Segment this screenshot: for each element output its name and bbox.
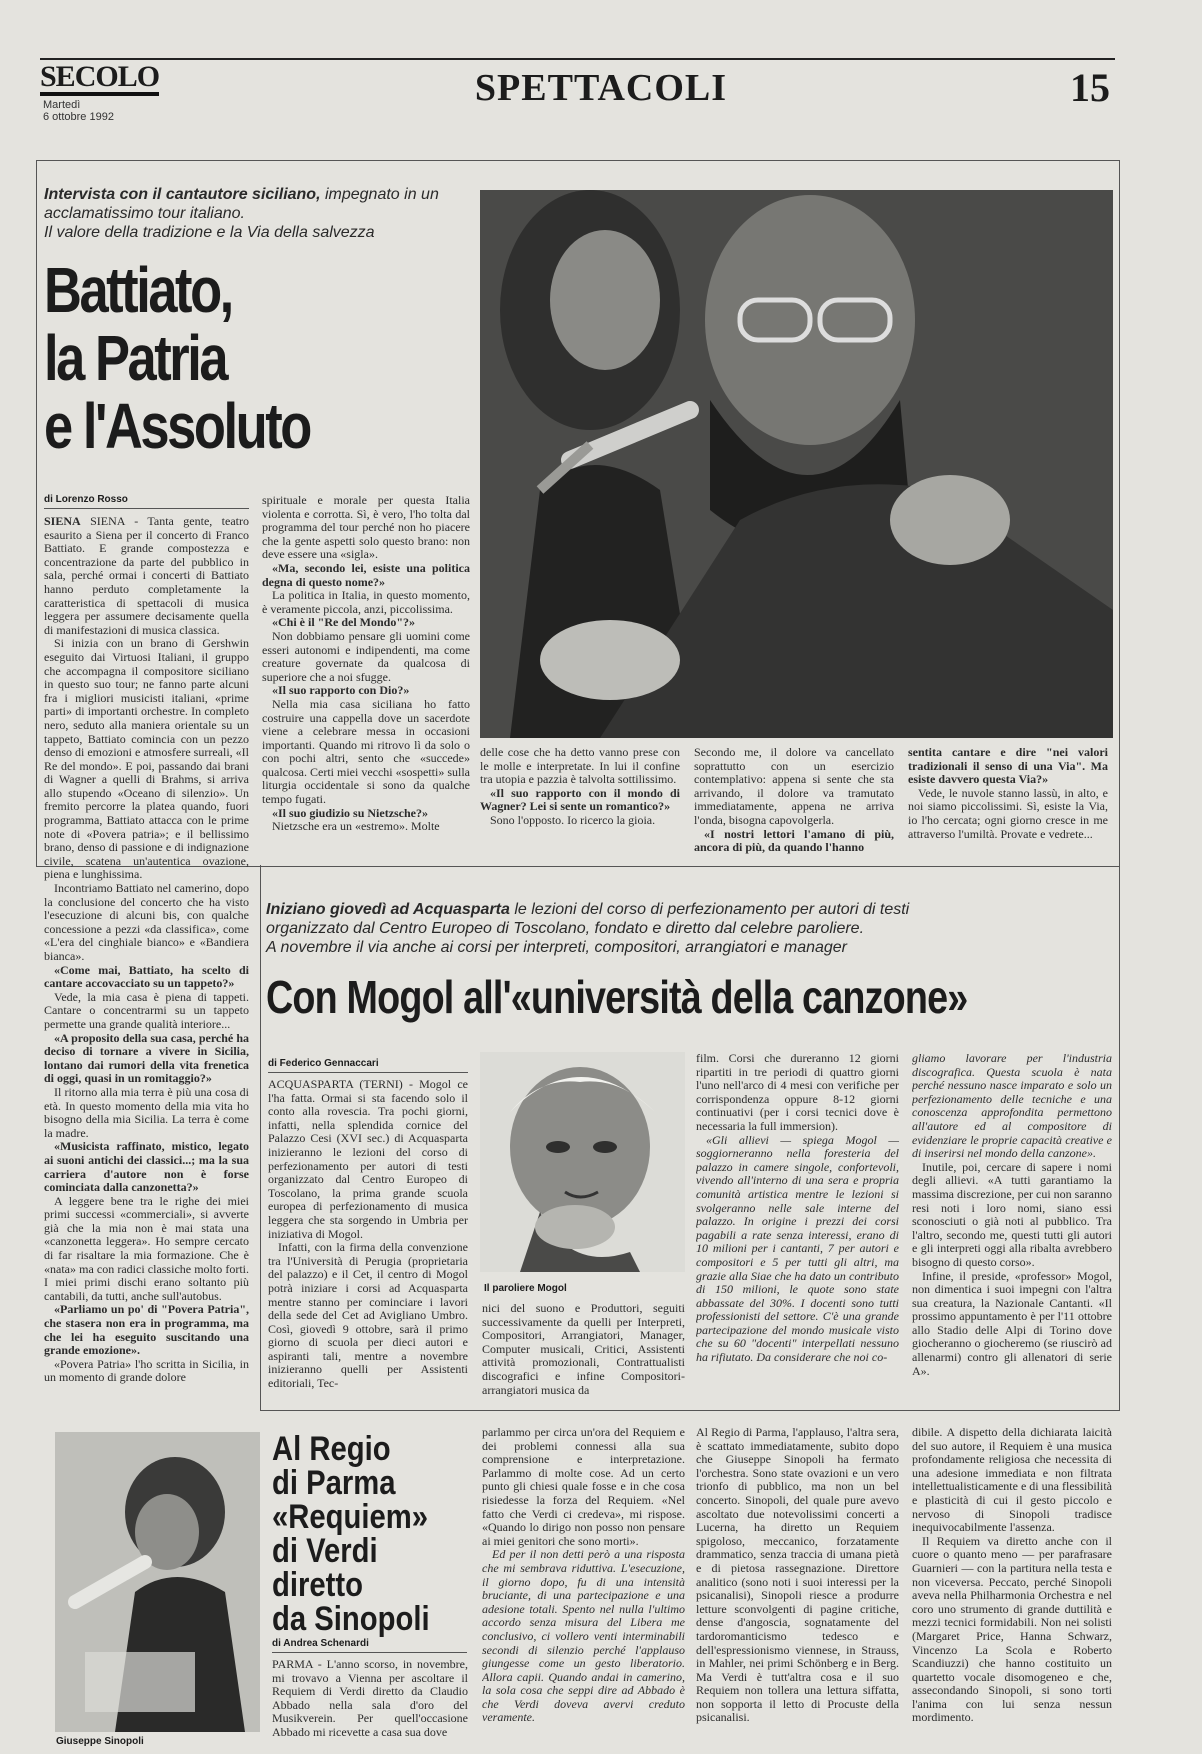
story-sinopoli-col2: parlammo per circa un'ora del Requiem e dei problemi connessi alla sua comprensione e interpretazione. Parlammo di molte cose. Ad un certo punto gli chiesi quale fosse e in che cosa risiedesse la forza del Requiem. «Nel fatto che Verdi ci credeva», mi rispose. «Quando lo dirigo non posso non pensare ai miei genitori che sono morti». Ed per il non detti però a una risposta che mi sembrava riduttiva. L'esecuzione, il giorno dopo, fu di una intensità bruciante, di una partecipazione e una adesione totali. Spento nel nulla l'ultimo accordo senza misura del Libera me conclusivo, ci vollero venti interminabili secondi di silenzio perché l'applauso giungesse come un gesto liberatorio. Allora capii. Quando andai in camerino, la sola cosa che seppi dire ad Abbado è che Verdi doveva avervi creduto veramente. — [482, 1426, 685, 1725]
story-battiato-col3: delle cose che ha detto vanno prese con le molle e interpretate. In lui il confine tra utopia e pazzia è talvolta sottilissimo. «Il suo rapporto con il mondo di Wagner? Lei si sente un romantico?» Sono l'opposto. Io ricerco la gioia. — [480, 746, 680, 827]
kicker-line3: Il valore della tradizione e la Via della salvezza — [44, 224, 375, 241]
sinopoli-photo — [55, 1432, 260, 1732]
kicker-bold: Intervista con il cantautore siciliano, — [44, 186, 321, 203]
story-mogol-headline: Con Mogol all'«università della canzone» — [266, 971, 968, 1023]
story-sinopoli-col3: Al Regio di Parma, l'applauso, l'altra sera, è scattato immediatamente, subito dopo che Giuseppe Sinopoli ha fermato l'orchestra. Sono state ovazioni e un vero trionfo di pubblico, ma non un bel concerto. Sinopoli, del quale pure avevo ascoltato due notevolissimi concerti a Lucerna, ha diretto un Requiem spigoloso, meccanico, forzatamente drammatico, senza traccia di umana pietà e di pietosa rassegnazione. Direttore analitico (sono noti i suoi interessi per la psicanalisi), Sinopoli riesce a produrre letture sconvolgenti di pagine critiche, dense d'angoscia, sognatamente del tardoromanticismo tedesco e dell'espressionismo viennese, in Strauss, in Mahler, nei primi Schönberg e in Berg. Ma Verdi è tutt'altra cosa e il suo Requiem non tollera una lettura siffatta, non sopporta il letto di Procuste della psicanalisi. — [696, 1426, 899, 1725]
story-mogol-col4: gliamo lavorare per l'industria discografica. Questa scuola è nata perché nessuno nasce imparato e solo un perfezionamento delle tecniche e una conoscenza approfondita permettono all'autore ed al compositore di evidenziare le proprie capacità creative e di inserirsi nel mondo della canzone». Inutile, poi, cercare di sapere i nomi degli allievi. «A tutti garantiamo la massima discrezione, per cui non saranno resi noti i loro nomi, siano essi sconosciuti o già noti al pubblico. Tra l'altro, secondo me, questi tutti gli autori e gli interpreti oggi alla ribalta avrebbero bisogno di questo corso». Infine, il preside, «professor» Mogol, non dimentica i suoi impegni con l'altra sua creatura, la Nazionale Cantanti. «Il prossimo appuntamento è per l'11 ottobre allo Stadio delle Alpi di Torino dove giocheranno o giocheremo (se riuscirò ad allenarmi) contro gli allenatori di serie A». — [912, 1052, 1112, 1378]
mogol-photo-shapes — [480, 1052, 685, 1272]
mogol-photo — [480, 1052, 685, 1272]
page-number: 15 — [1070, 65, 1110, 110]
story-battiato-col1: SIENA SIENA - Tanta gente, teatro esaurito a Siena per il concerto di Franco Battiato. E grande compostezza e concentrazione da parte del pubblico in sala, perché ormai i concerti di Battiato hanno perduto completamente la caratteristica di spettacoli di musica leggera per assumere decisamente quella di manifestazioni di musica classica. Si inizia con un brano di Gershwin eseguito dai Virtuosi Italiani, il gruppo che accompagna il compositore siciliano in questo suo tour; ne fanno parte alcuni fra i migliori musicisti italiani, «prime parti» di importanti orchestre. In completo nero, seduto alla maniera orientale su un tappeto, Battiato comincia con un pezzo denso di emozioni e atmosfere surreali, «Il Re del mondo». E poi, passando dai brani di Wagner a quelli di Brahms, si arriva allo stupendo «Oceano di silenzio». Un fremito percorre la platea quando, fuori programma, Battiato attacca con le prime note di «Povera patria»; e il bellissimo brano, denso di passione e di indignazione civile, scatena un'autentica ovazione, piena e lunghissima. Incontriamo Battiato nel camerino, dopo la conclusione del concerto che ha visto l'esecuzione di alcuni bis, con qualche concessione a pezzi «da classifica», come «L'era del cinghiale bianco» e «Bandiera bianca». «Come mai, Battiato, ha scelto di cantare accovacciato su un tappeto?» Vede, la mia casa è piena di tappeti. Cantare o concentrarmi su un tappeto permette una grande qualità interiore... «A proposito della sua casa, perché ha deciso di tornare a vivere in Sicilia, lontano dai rumori della vita frenetica di oggi, quasi in un romitaggio?» Il ritorno alla mia terra è più una cosa di età. In questo momento della mia vita ho bisogno della mia Sicilia. La terra è come la madre. «Musicista raffinato, mistico, legato ai suoni antichi dei classici...; ma la sua carriera d'autore non è forse cominciata dalla canzonetta?» A leggere bene tra le righe dei miei primi successi «commerciali», si avverte già che la mia non è mai stata una «canzonetta leggera». Ho sempre cercato di far risaltare la mia formazione. Che è «nata» ma con radici classiche molto forti. I miei primi dischi erano soltanto più cantabili, da tutti, anche sull'autobus. «Parliamo un po' di "Povera Patria", che stasera non era in programma, ma che lei ha eseguito suscitando una grande emozione». «Povera Patria» l'ho scritta in Sicilia, in un momento di grande dolore — [44, 515, 249, 1385]
headline-line: Battiato, — [44, 254, 232, 326]
story-battiato-kicker — [44, 185, 444, 242]
story-mogol-col3: film. Corsi che dureranno 12 giorni ripartiti in tre periodi di quattro giorni l'uno nell'arco di 4 mesi con verifiche per corrispondenza oppure 8-12 giorni continuativi (per i corsi tecnici dove è necessaria la full immersion). «Gli allievi — spiega Mogol — soggiorneranno nella foresteria del palazzo in camere singole, confortevoli, vivendo all'interno di una sera e propria comunità artistica mentre le lezioni si svolgeranno nelle sale interne del palazzo. In origine i prezzi dei corsi pagabili a rate senza interessi, erano di 10 milioni per i cantanti, 7 per autori e compositori e 5 per tutti gli altri, ma grazie alla Siae che ha dato un contributo di 150 milioni, le quote sono state abbassate del 30%. I docenti sono tutti professionisti del settore. C'è una grande partecipazione del mondo musicale visto che su 60 "docenti" interpellati nessuno ha rifiutato. Da considerare che noi co- — [696, 1052, 899, 1365]
kicker-line3: A novembre il via anche ai corsi per interpreti, compositori, arrangiatori e manager — [266, 939, 848, 956]
story-sinopoli-col4: dibile. A dispetto della dichiarata laicità del suo autore, il Requiem è una musica profondamente religiosa che necessita di una adesione immediata e non filtrata intellettualisticamente e di una flessibilità e plasticità di cui il gesto piccolo e nervoso di Sinopoli tradisce inequivocabilmente l'assenza. Il Requiem va diretto anche con il cuore o quanto meno — per parafrasare Guarnieri — con la partitura nella testa e non viceversa. Peccato, perché Sinopoli aveva nella Philharmonia Orchestra e nel coro uno strumento di grande duttilità e mezzi tecnici formidabili. Non nei solisti (Margaret Price, Hanna Schwarz, Vincenzo La Scola e Roberto Scandiuzzi) che hanno costituito un quartetto vocale disomogeneo e che, assecondando Sinopoli, si sono torti l'anima con lui senza nessun mordimento. — [912, 1426, 1112, 1725]
headline-line: la Patria — [44, 322, 227, 394]
issue-day: Martedì — [43, 99, 81, 111]
mogol-photo-caption: Il paroliere Mogol — [484, 1283, 567, 1294]
kicker-bold: Iniziano giovedì ad Acquasparta — [266, 901, 510, 918]
story-sinopoli-byline: di Andrea Schenardi — [272, 1638, 467, 1653]
story-mogol-kicker — [266, 900, 986, 957]
kicker-rest: impegnato in un acclamatissimo tour italiano. — [44, 186, 439, 222]
section-title: SPETTACOLI — [474, 67, 728, 109]
story-battiato-col2: spirituale e morale per questa Italia violenta e corrotta. Sì, è vero, l'ho tolta dal programma del tour perché non ho piacere che la gente aspetti solo questo brano: non deve essere una «sigla». «Ma, secondo lei, esiste una politica degna di questo nome?» La politica in Italia, in questo momento, è veramente piccola, anzi, piccolissima. «Chi è il "Re del Mondo"?» Non dobbiamo pensare gli uomini come esseri autonomi e indipendenti, ma come creature governate da qualcosa di superiore che a noi sfugge. «Il suo rapporto con Dio?» Nella mia casa siciliana ho fatto costruire una cappella dove un sacerdote viene a celebrare messa in occasioni importanti. Quando mi ritrovo lì da solo o con pochi altri, sento che «succede» qualcosa. Certi miei vecchi «sospetti» sulla liturgia occidentale si sono da qualche tempo fugati. «Il suo giudizio su Nietzsche?» Nietzsche era un «estremo». Molte — [262, 494, 470, 834]
story-battiato-col4: Secondo me, il dolore va cancellato soprattutto con un esercizio contemplativo: appena si sente che sta arrivando, il dolore va tramutato immediatamente, appena ne arriva l'onda, bisogna capovolgerla. «I nostri lettori l'amano di più, ancora di più, da quando l'hanno — [694, 746, 894, 854]
newspaper-logo: SECOLO — [40, 62, 159, 96]
headline-line: e l'Assoluto — [44, 390, 310, 462]
story-mogol-col1: ACQUASPARTA (TERNI) - Mogol ce l'ha fatta. Ormai si sta facendo solo il conto alla rovescia. Tra pochi giorni, infatti, nella splendida cornice del Palazzo Cesi (XVI sec.) di Acquasparta inizieranno le lezioni del corso di perfezionamento per autori di testi organizzato dal Centro Europeo di Toscolano, la prima grande scuola europea di perfezionamento di musica leggera che sta sorgendo in Umbria per iniziativa di Mogol. Infatti, con la firma della convenzione tra l'Università di Perugia (proprietaria del palazzo) e il Cet, il centro di Mogol potrà iniziare i corsi ad Acquasparta mentre stanno per cominciare i lavori della sede del Cet ad Avigliano Umbro. Così, giovedì 9 ottobre, sarà il primo giorno di scuola per dieci autori e aspiranti tali, mentre a novembre inizieranno quelli per Assistenti editoriali, Tec- — [268, 1078, 468, 1391]
issue-date: 6 ottobre 1992 — [43, 111, 114, 123]
battiato-photo — [480, 190, 1113, 738]
story-sinopoli-col1: PARMA - L'anno scorso, in novembre, mi trovavo a Vienna per ascoltare il Requiem di Verdi diretto da Claudio Abbado nella sala d'oro del Musikverein. Per quell'occasione Abbado mi ricevette a casa sua dove — [272, 1658, 468, 1739]
story-battiato-byline: di Lorenzo Rosso — [44, 494, 249, 509]
story-sinopoli-headline: Al Regio di Parma «Requiem» di Verdi diretto da Sinopoli — [272, 1430, 430, 1638]
sinopoli-photo-shapes — [55, 1432, 260, 1732]
battiato-photo-shapes — [480, 190, 1113, 738]
kicker-rest: le lezioni del corso di perfezionamento per autori di testi organizzato dal Centro Europeo di Toscolano, fondato e diretto dal celebre paroliere. — [266, 901, 910, 937]
story-battiato-col5: sentita cantare e dire "nei valori tradizionali il senso di una Via". Ma esiste davvero questa Via?» Vede, le nuvole stanno lassù, in alto, e noi siamo piccolissimi. Sì, esiste la Via, io l'ho cercata; ogni giorno cresce in me attraverso l'umiltà. Provate e vedrete... — [908, 746, 1108, 841]
story-battiato-headline — [44, 256, 438, 460]
dateline: SIENA — [44, 515, 81, 528]
sinopoli-photo-caption: Giuseppe Sinopoli — [56, 1736, 144, 1747]
story-mogol-col2: nici del suono e Produttori, seguiti successivamente da quelli per Interpreti, Compositori, Arrangiatori, Manager, Computer musicali, Critici, Assistenti attività promozionali, Contrattualisti discografici e infine Compositori-arrangiatori musica da — [482, 1302, 685, 1397]
story-mogol-byline: di Federico Gennaccari — [268, 1058, 468, 1073]
